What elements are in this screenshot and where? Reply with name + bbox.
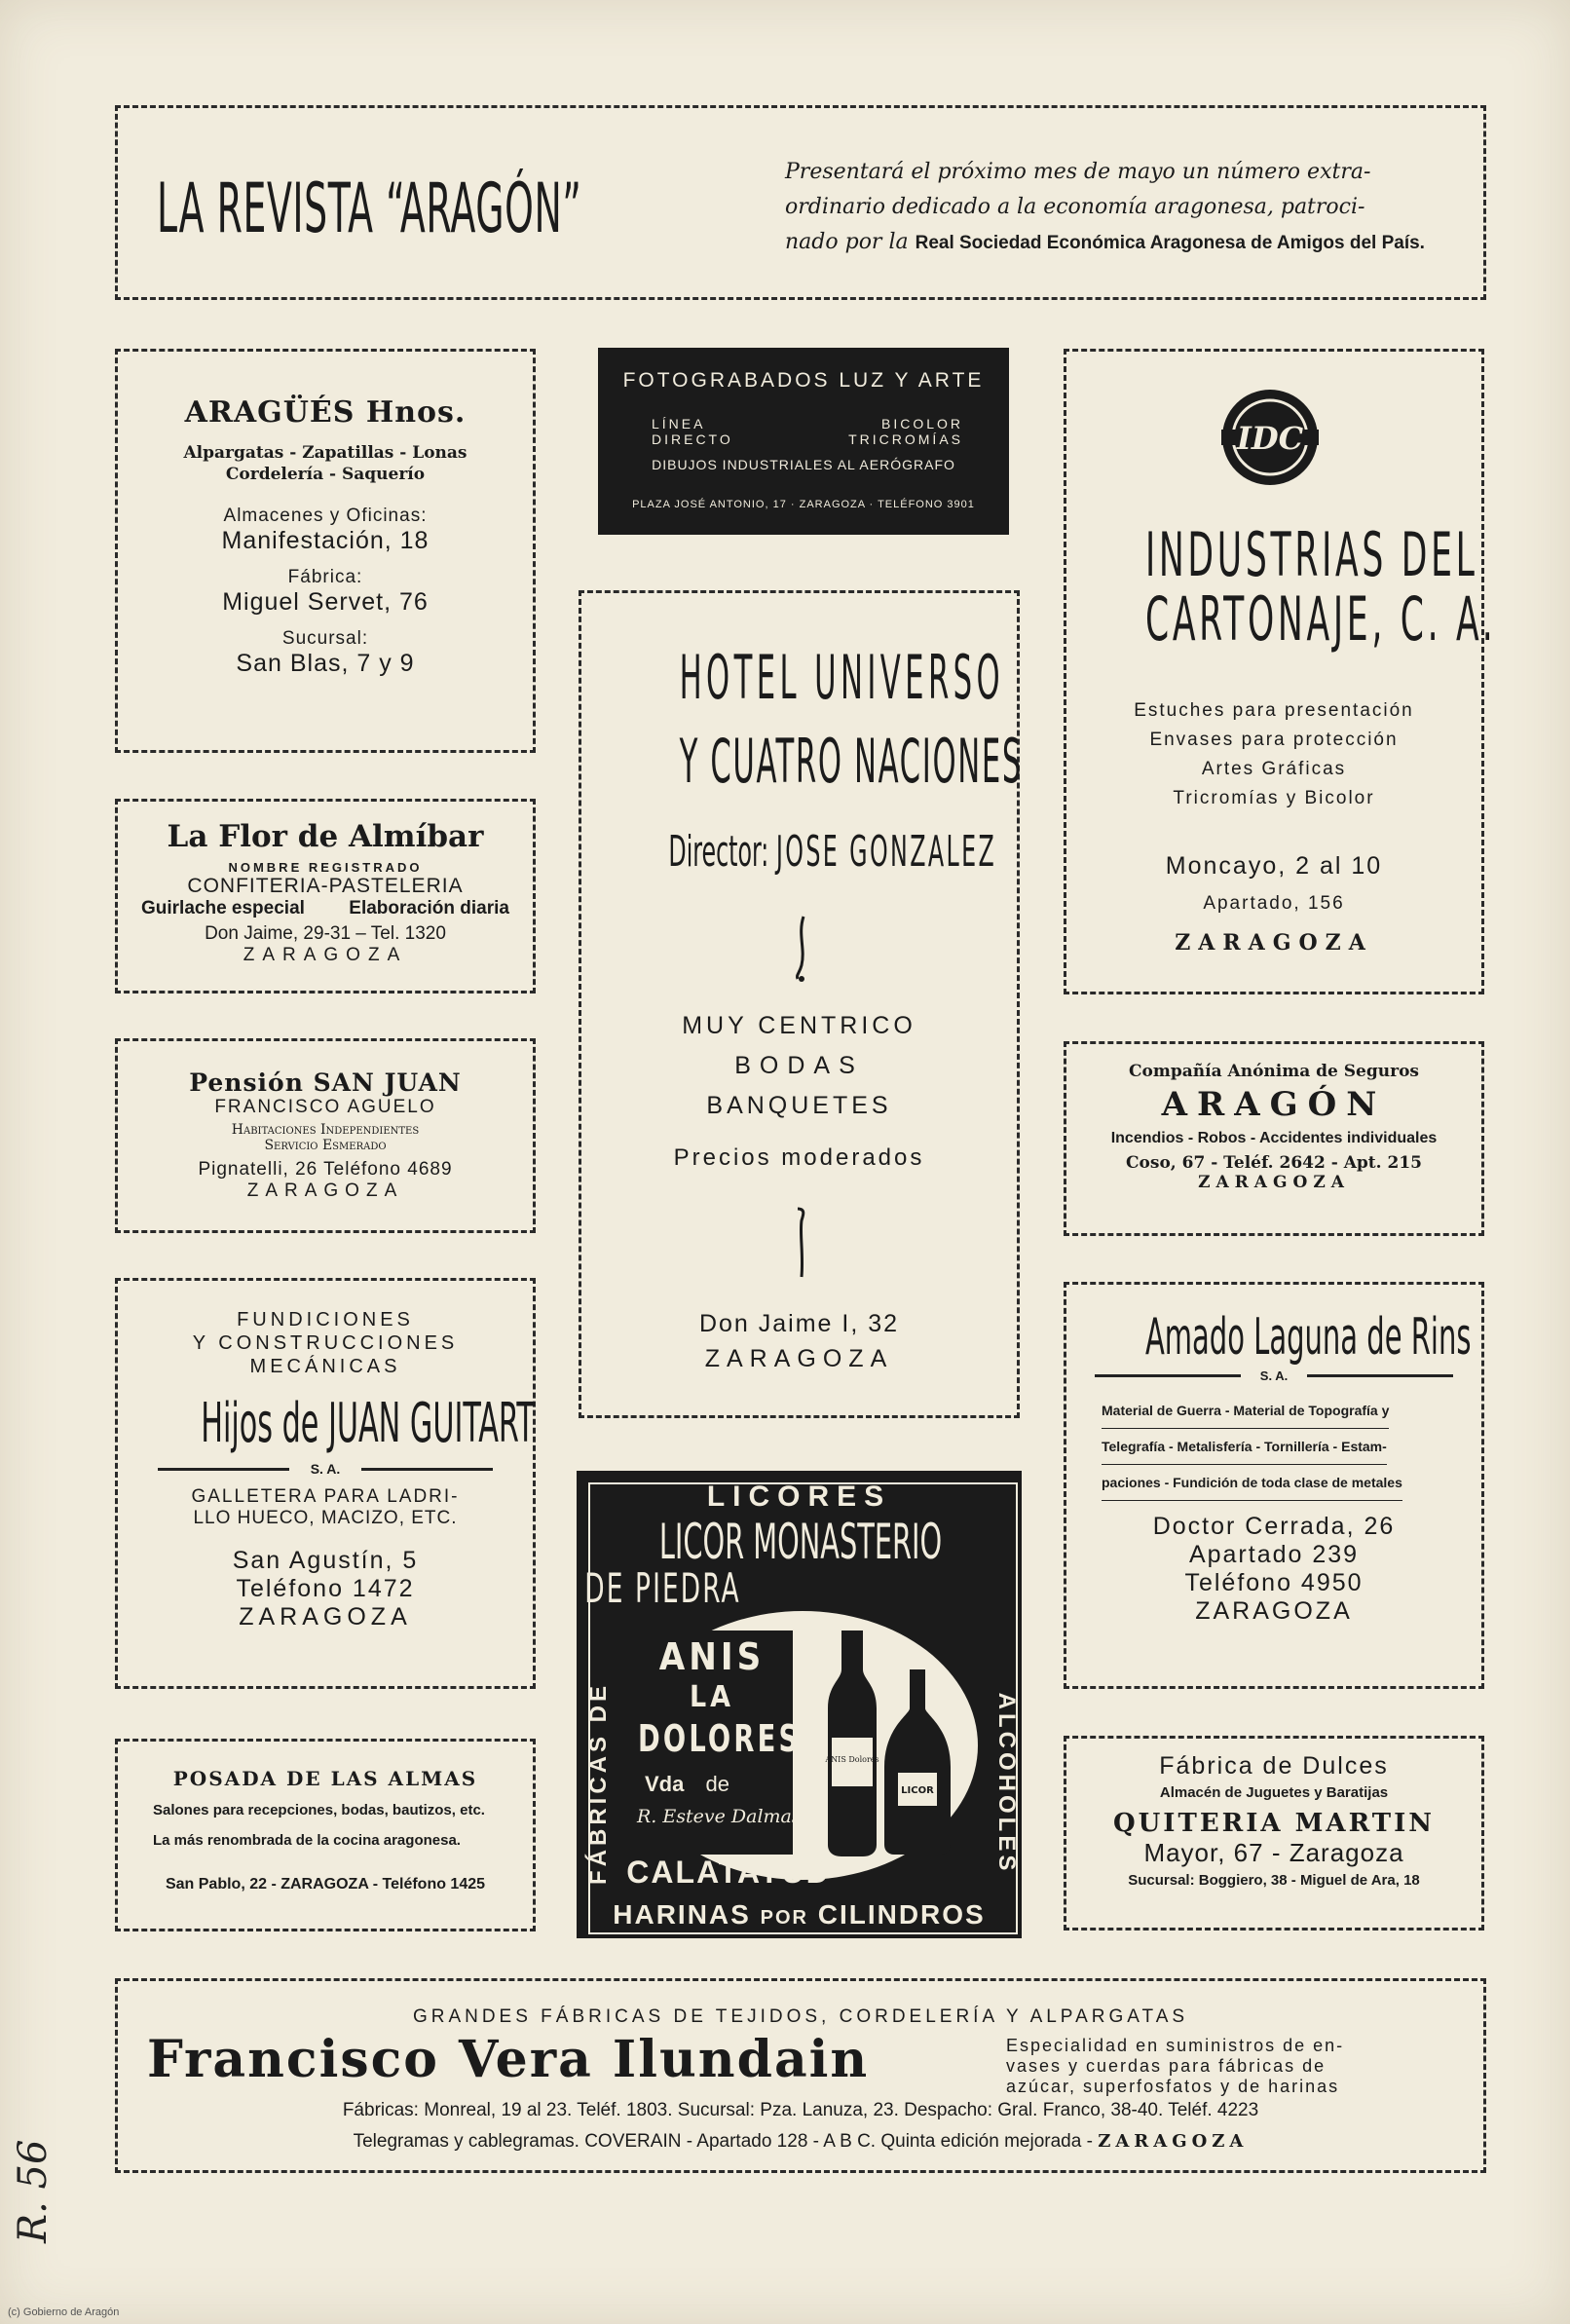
pension-address: Pignatelli, 26 Teléfono 4689 bbox=[198, 1159, 453, 1180]
laguna-city: ZARAGOZA bbox=[1195, 1597, 1353, 1625]
licores-name: DE PIEDRA bbox=[584, 1564, 741, 1612]
ad-licores bbox=[577, 1471, 1022, 1938]
announcement-line: nado por la Real Sociedad Económica Aragonesa de Amigos del País. bbox=[785, 230, 1425, 254]
licores-top: LICORES bbox=[706, 1481, 892, 1513]
vda-label: Vda bbox=[645, 1772, 685, 1796]
ad-posada-almas bbox=[115, 1739, 536, 1931]
flor-city: ZARAGOZA bbox=[243, 945, 408, 965]
seguros-address: Coso, 67 - Teléf. 2642 - Apt. 215 bbox=[1126, 1153, 1422, 1173]
vda-label: de bbox=[705, 1772, 729, 1796]
flor-name: La Flor de Almíbar bbox=[167, 819, 484, 854]
dulces-branch: Sucursal: Boggiero, 38 - Miguel de Ara, 18 bbox=[1128, 1872, 1420, 1889]
laguna-sa-row bbox=[1066, 1368, 1481, 1383]
aragues-name: ARAGÜÉS Hnos. bbox=[184, 395, 467, 430]
pension-city: ZARAGOZA bbox=[246, 1181, 404, 1201]
guitart-desc: LLO HUECO, MACIZO, ETC. bbox=[193, 1508, 458, 1528]
vera-top: GRANDES FÁBRICAS DE TEJIDOS, CORDELERÍA Y ALPARGATAS bbox=[412, 2006, 1189, 2027]
specialty-line: azúcar, superfosfatos y de harinas bbox=[1006, 2077, 1340, 2096]
ad-seguros-aragon bbox=[1064, 1041, 1484, 1236]
laguna-address: Doctor Cerrada, 26 bbox=[1152, 1513, 1396, 1540]
service: LÍNEA bbox=[652, 416, 706, 431]
anis-line: LA bbox=[689, 1680, 735, 1714]
pension-feature: Servicio Esmerado bbox=[264, 1138, 387, 1153]
ad-vera-ilundain bbox=[115, 1978, 1486, 2173]
service: Tricromías y Bicolor bbox=[1173, 788, 1375, 808]
flor-specials bbox=[118, 898, 533, 919]
service: Envases para protección bbox=[1149, 730, 1399, 750]
hotel-address: Don Jaime I, 32 bbox=[698, 1310, 900, 1337]
hotel-features bbox=[581, 1006, 1017, 1126]
ad-amado-laguna bbox=[1064, 1282, 1484, 1689]
aragues-label: Fábrica: bbox=[287, 567, 363, 587]
vera-specialty bbox=[1006, 2036, 1464, 2097]
ad-juan-guitart bbox=[115, 1278, 536, 1689]
flor-special: Elaboración diaria bbox=[349, 898, 509, 918]
licores-right-vertical: ALCOHOLES bbox=[993, 1692, 1020, 1875]
magazine-title: LA REVISTA “ARAGÓN” bbox=[157, 169, 582, 248]
seguros-name: ARAGÓN bbox=[1161, 1085, 1387, 1124]
copyright-notice: (c) Gobierno de Aragón bbox=[8, 2306, 120, 2318]
laguna-sa: S. A. bbox=[1259, 1368, 1289, 1383]
posada-line: Salones para recepciones, bodas, bautizos, etc. bbox=[153, 1802, 485, 1818]
laguna-phone: Teléfono 4950 bbox=[1184, 1569, 1364, 1596]
ad-fotograbados bbox=[598, 348, 1009, 535]
cartonaje-services bbox=[1066, 696, 1481, 813]
service: Estuches para presentación bbox=[1134, 700, 1414, 721]
guitart-sa-row bbox=[118, 1461, 533, 1477]
service: BICOLOR bbox=[880, 416, 963, 431]
guitart-address: San Agustín, 5 bbox=[232, 1547, 419, 1574]
licores-vda bbox=[631, 1772, 801, 1797]
dulces-sub: Almacén de Juguetes y Baratijas bbox=[1159, 1784, 1389, 1801]
product-line: paciones - Fundición de toda clase de metales bbox=[1102, 1465, 1402, 1501]
bottom-word: HARINAS bbox=[613, 1899, 751, 1930]
product-line: Telegrafía - Metalisfería - Tornillería - Estam- bbox=[1102, 1429, 1387, 1465]
cartonaje-apartado: Apartado, 156 bbox=[1203, 893, 1345, 914]
flor-address: Don Jaime, 29-31 – Tel. 1320 bbox=[205, 923, 446, 944]
specialty-line: Especialidad en suministros de en- bbox=[1006, 2036, 1345, 2055]
aragues-address: Manifestación, 18 bbox=[221, 527, 430, 554]
pension-owner: FRANCISCO AGUELO bbox=[214, 1097, 436, 1117]
vera-factories: Fábricas: Monreal, 19 al 23. Teléf. 1803. Sucursal: Pza. Lanuza, 23. Despacho: Gral. Franco, 38-40. Teléf. 4223 bbox=[342, 2100, 1259, 2120]
laguna-apartado: Apartado 239 bbox=[1188, 1541, 1360, 1568]
ornament-icon bbox=[790, 1205, 813, 1283]
ad-quiteria-martin bbox=[1064, 1736, 1484, 1930]
flor-special: Guirlache especial bbox=[141, 898, 305, 918]
posada-line: La más renombrada de la cocina aragonesa. bbox=[153, 1832, 461, 1849]
seguros-city: ZARAGOZA bbox=[1198, 1173, 1350, 1192]
feature: MUY CENTRICO bbox=[682, 1012, 916, 1039]
aragues-label: Sucursal: bbox=[281, 628, 369, 649]
bottle-label: ANIS Dolores bbox=[825, 1755, 879, 1764]
cartonaje-name: CARTONAJE, C. A. bbox=[1144, 583, 1497, 655]
product-line: Material de Guerra - Material de Topografía y bbox=[1102, 1393, 1389, 1429]
specialty-line: vases y cuerdas para fábricas de bbox=[1006, 2056, 1327, 2076]
header-banner bbox=[115, 105, 1486, 300]
feature: BODAS bbox=[734, 1052, 864, 1079]
flor-type: CONFITERIA-PASTELERIA bbox=[187, 875, 464, 897]
vera-name: Francisco Vera Ilundain bbox=[147, 2030, 870, 2089]
hotel-name: HOTEL UNIVERSO bbox=[679, 642, 1005, 713]
service: DIRECTO bbox=[652, 431, 733, 447]
hotel-director bbox=[668, 827, 997, 877]
hotel-name: Y CUATRO NACIONES bbox=[679, 726, 1023, 797]
ad-hotel-universo bbox=[579, 590, 1023, 1418]
licores-bottom bbox=[580, 1899, 1018, 1930]
ornament-icon bbox=[790, 915, 813, 983]
guitart-city: ZARAGOZA bbox=[239, 1603, 412, 1631]
ad-cartonaje bbox=[1064, 349, 1497, 994]
licores-anis bbox=[619, 1636, 804, 1759]
announcement-line: ordinario dedicado a la economía aragonesa, patroci- bbox=[785, 195, 1365, 219]
ad-pension-san-juan bbox=[115, 1038, 536, 1233]
guitart-desc: GALLETERA PARA LADRI- bbox=[191, 1486, 460, 1507]
fotograbados-drawings: DIBUJOS INDUSTRIALES AL AERÓGRAFO bbox=[652, 457, 955, 472]
aragues-address: San Blas, 7 y 9 bbox=[236, 650, 415, 677]
licores-bottles bbox=[804, 1621, 970, 1864]
hotel-prices: Precios moderados bbox=[673, 1144, 925, 1171]
aragues-address: Miguel Servet, 76 bbox=[222, 588, 429, 616]
cartonaje-address: Moncayo, 2 al 10 bbox=[1165, 852, 1383, 880]
service: Y CONSTRUCCIONES bbox=[192, 1332, 459, 1354]
seguros-types: Incendios - Robos - Accidentes individuales bbox=[1110, 1130, 1438, 1146]
cartonaje-name: INDUSTRIAS DEL bbox=[1144, 519, 1478, 590]
laguna-name: Amado Laguna de Rins bbox=[1144, 1308, 1472, 1367]
guitart-name: Hijos de JUAN GUITART bbox=[201, 1392, 535, 1455]
hotel-city: ZARAGOZA bbox=[704, 1345, 894, 1372]
feature: BANQUETES bbox=[706, 1092, 892, 1119]
ad-flor-almibar bbox=[115, 799, 536, 993]
bottom-word: POR bbox=[760, 1907, 808, 1929]
service: Artes Gráficas bbox=[1201, 759, 1347, 779]
cartonaje-logo bbox=[1219, 387, 1321, 488]
pension-feature: Habitaciones Independientes bbox=[231, 1122, 420, 1138]
margin-handwritten-mark: R. 56 bbox=[11, 2139, 56, 2243]
laguna-products bbox=[1066, 1393, 1481, 1501]
vera-telegrams bbox=[118, 2131, 1483, 2153]
licores-city: CALATAYUD bbox=[626, 1855, 831, 1890]
service: FUNDICIONES bbox=[237, 1309, 414, 1331]
ad-aragues bbox=[115, 349, 536, 753]
logo-lettering: IDC bbox=[1236, 420, 1304, 457]
aragues-products: Cordelería - Saquerío bbox=[225, 465, 426, 484]
posada-name: POSADA DE LAS ALMAS bbox=[172, 1767, 478, 1790]
dulces-address: Mayor, 67 - Zaragoza bbox=[1143, 1838, 1404, 1867]
pension-name: Pensión SAN JUAN bbox=[189, 1068, 462, 1097]
licores-left-vertical: FÁBRICAS DE bbox=[585, 1681, 612, 1885]
fotograbados-address: PLAZA JOSÉ ANTONIO, 17 · ZARAGOZA · TELÉFONO 3901 bbox=[632, 499, 975, 510]
director-label: Director: bbox=[668, 827, 769, 877]
anis-line: ANIS bbox=[658, 1635, 766, 1678]
cartonaje-city: ZARAGOZA bbox=[1175, 930, 1373, 956]
header-announcement bbox=[785, 155, 1467, 261]
director-name: JOSE GONZALEZ bbox=[775, 827, 997, 877]
licores-maker: R. Esteve Dalmases bbox=[637, 1806, 822, 1827]
guitart-phone: Teléfono 1472 bbox=[236, 1575, 415, 1602]
bottle-label: LICOR bbox=[901, 1785, 934, 1796]
bottom-word: CILINDROS bbox=[817, 1899, 986, 1930]
guitart-sa: S. A. bbox=[310, 1461, 341, 1477]
service: MECÁNICAS bbox=[249, 1356, 401, 1377]
guitart-services bbox=[118, 1308, 533, 1378]
telegrams-text: Telegramas y cablegramas. COVERAIN - Apartado 128 - A B C. Quinta edición mejorada - bbox=[353, 2131, 1099, 2152]
fotograbados-services bbox=[652, 416, 963, 447]
posada-address: San Pablo, 22 - ZARAGOZA - Teléfono 1425 bbox=[165, 1876, 486, 1893]
aragues-label: Almacenes y Oficinas: bbox=[223, 506, 428, 526]
seguros-company: Compañía Anónima de Seguros bbox=[1129, 1062, 1419, 1081]
licores-name: LICOR MONASTERIO bbox=[658, 1514, 943, 1570]
telegrams-city: ZARAGOZA bbox=[1098, 2131, 1249, 2152]
fotograbados-title: FOTOGRABADOS LUZ Y ARTE bbox=[622, 369, 985, 392]
service: TRICROMÍAS bbox=[848, 431, 963, 447]
anis-line: DOLORES bbox=[638, 1717, 802, 1760]
dulces-name: QUITERIA MARTIN bbox=[1112, 1809, 1436, 1838]
dulces-title: Fábrica de Dulces bbox=[1159, 1752, 1389, 1780]
flor-registered: NOMBRE REGISTRADO bbox=[228, 860, 423, 875]
announcement-line: Presentará el próximo mes de mayo un número extra- bbox=[785, 160, 1371, 184]
aragues-products: Alpargatas - Zapatillas - Lonas bbox=[183, 443, 467, 463]
